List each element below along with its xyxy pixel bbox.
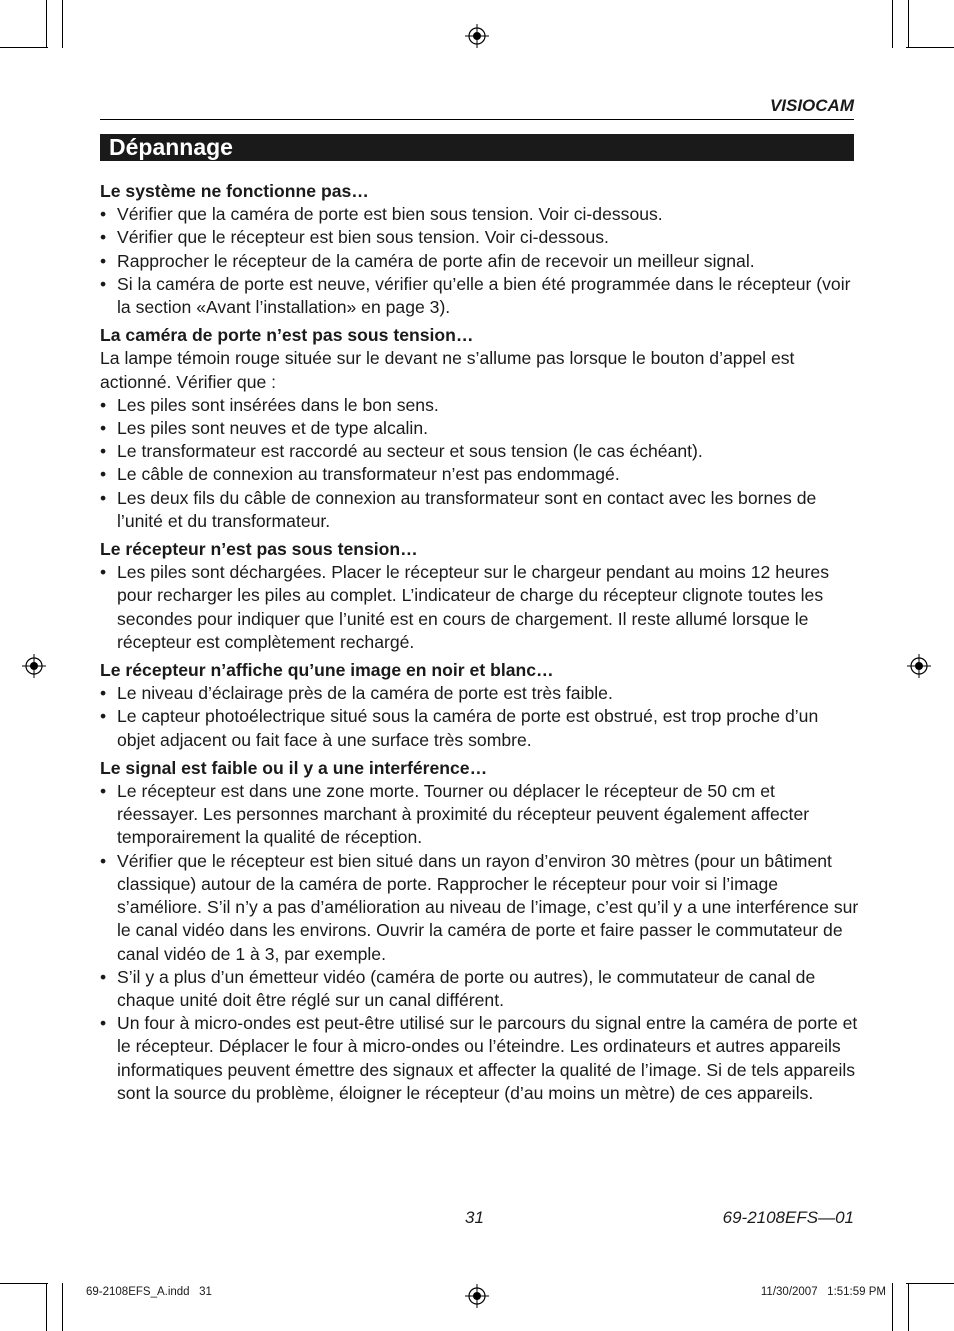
crop-mark — [908, 1283, 909, 1331]
list-item: • Les deux fils du câble de connexion au transformateur sont en contact avec les bornes de l’unité et du transformateur. — [100, 487, 860, 533]
page-number: 31 — [465, 1208, 484, 1227]
crop-mark — [908, 0, 909, 48]
list-item: • Vérifier que le récepteur est bien situé dans un rayon d’environ 30 mètres (pour un bâtiment classique) autour de la caméra de porte. Rapprocher le récepteur pour voir si l’image s’améliore. S’il n’y a pas d’amélioration au niveau de l’image, c’est qu’il y a une interférence sur le canal vidéo dans les environs. Ouvrir la caméra de porte et faire passer le commutateur de canal vidéo de 1 à 3, par exemple. — [100, 850, 860, 966]
list-item: • Vérifier que le récepteur est bien sous tension. Voir ci-dessous. — [100, 226, 860, 249]
crop-mark — [62, 0, 63, 48]
list-item: • Le capteur photoélectrique situé sous la caméra de porte est obstrué, est trop proche d’un objet adjacent ou fait face à une surface très sombre. — [100, 705, 860, 751]
crop-mark — [0, 47, 48, 48]
registration-mark-icon — [22, 654, 46, 678]
section-black-white — [100, 659, 860, 752]
section-camera-power — [100, 324, 860, 533]
list-item: • Le transformateur est raccordé au secteur et sous tension (le cas échéant). — [100, 440, 860, 463]
list-item: • Le câble de connexion au transformateur n’est pas endommagé. — [100, 463, 860, 486]
crop-mark — [892, 1283, 893, 1331]
section-heading: Le signal est faible ou il y a une interférence… — [100, 757, 488, 778]
registration-mark-icon — [465, 24, 489, 48]
list-item: • Les piles sont déchargées. Placer le récepteur sur le chargeur pendant au moins 12 heures pour recharger les piles au complet. L’indicateur de charge du récepteur clignote toutes les secondes pour indiquer que l’unité est en cours de chargement. Il reste allumé lorsque le récepteur est complètement rechargé. — [100, 561, 860, 654]
header-title: VISIOCAM — [769, 96, 854, 115]
section-heading: Le système ne fonctionne pas… — [100, 181, 369, 201]
section-heading: Le récepteur n’est pas sous tension… — [100, 539, 418, 560]
list-item: • Le niveau d’éclairage près de la caméra de porte est très faible. — [100, 682, 860, 705]
section-heading: Le récepteur n’affiche qu’une image en noir et blanc… — [100, 660, 554, 681]
registration-mark-icon — [465, 1284, 489, 1308]
list-item: • S’il y a plus d’un émetteur vidéo (caméra de porte ou autres), le commutateur de canal de chaque unité doit être réglé sur un canal différent. — [100, 966, 860, 1012]
list-item: • Si la caméra de porte est neuve, vérifier qu’elle a bien été programmée dans le récepteur (voir la section «Avant l’installation» en page 3). — [100, 273, 860, 319]
header-rule — [100, 119, 854, 120]
section-title: Dépannage — [100, 134, 854, 161]
crop-mark — [62, 1283, 63, 1331]
troubleshooting-content — [100, 180, 860, 1110]
bullet-list — [100, 682, 860, 752]
bullet-list — [100, 561, 860, 654]
list-item: • Rapprocher le récepteur de la caméra de porte afin de recevoir un meilleur signal. — [100, 250, 860, 273]
list-item: • Le récepteur est dans une zone morte. Tourner ou déplacer le récepteur de 50 cm et réessayer. Les personnes marchant à proximité du récepteur peuvent également affecter temporairement la qualité de réception. — [100, 780, 860, 850]
crop-mark — [0, 1283, 48, 1284]
list-item: • Les piles sont neuves et de type alcalin. — [100, 417, 860, 440]
section-intro: La lampe témoin rouge située sur le devant ne s’allume pas lorsque le bouton d’appel est actionné. Vérifier que : — [100, 348, 795, 392]
section-system — [100, 180, 860, 319]
bullet-list — [100, 394, 860, 533]
print-slug-date: 11/30/2007 1:51:59 PM — [760, 1286, 886, 1298]
document-number: 69-2108EFS—01 — [722, 1208, 854, 1227]
bullet-list — [100, 780, 860, 1105]
section-receiver-power — [100, 538, 860, 654]
crop-mark — [46, 0, 47, 48]
registration-mark-icon — [907, 654, 931, 678]
crop-mark — [906, 1283, 954, 1284]
list-item: • Un four à micro-ondes est peut-être utilisé sur le parcours du signal entre la caméra de porte et le récepteur. Déplacer le four à micro-ondes ou l’éteindre. Les ordinateurs et autres appareils informatiques peuvent émettre des signaux et affecter la qualité de l’image. Si de tels appareils sont la source du problème, éloigner le récepteur (d’au moins un mètre) de ces appareils. — [100, 1012, 860, 1105]
crop-mark — [892, 0, 893, 48]
list-item: • Vérifier que la caméra de porte est bien sous tension. Voir ci-dessous. — [100, 203, 860, 226]
section-heading: La caméra de porte n’est pas sous tension… — [100, 325, 474, 346]
section-signal — [100, 757, 860, 1105]
bullet-list — [100, 203, 860, 319]
crop-mark — [906, 47, 954, 48]
print-slug-file: 69-2108EFS_A.indd 31 — [86, 1286, 212, 1298]
crop-mark — [46, 1283, 47, 1331]
list-item: • Les piles sont insérées dans le bon sens. — [100, 394, 860, 417]
